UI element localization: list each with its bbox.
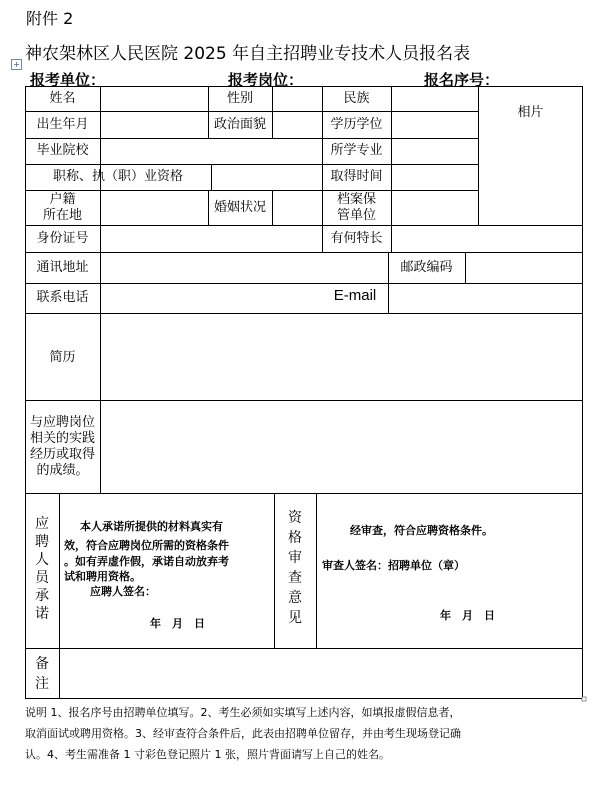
notes-line-3: 认。4、考生需准备 1 寸彩色登记照片 1 张，照片背面请写上自己的姓名。 [25,748,390,761]
review-date: 年 月 日 [440,609,495,622]
table-move-handle-icon[interactable]: + [11,59,22,70]
gender-label: 性别 [226,91,253,106]
ethnicity-label: 民族 [343,91,370,106]
promise-text-line-3: 。如有弄虚作假，承诺自动放弃考 [64,555,229,568]
hukou-label: 户籍 所在地 [42,192,82,223]
serial-number-label: 报名序号： [424,71,500,89]
experience-label: 与应聘岗位 相关的实践 经历或取得 的成绩。 [29,415,95,478]
archive-unit-label: 档案保 管单位 [336,192,376,223]
name-label: 姓名 [49,91,76,106]
notes-line-2: 取消面试或聘用资格。3、经审查符合条件后，此表由招聘单位留存，并由考生现场登记确 [25,727,461,740]
promise-text-line-1: 本人承诺所提供的材料真实有 [80,520,223,533]
specialty-label: 有何特长 [330,231,383,246]
apply-unit-label: 报考单位： [30,71,106,89]
id-number-label: 身份证号 [36,231,89,246]
birth-date-label: 出生年月 [36,117,89,132]
qualification-label: 职称、执（职）业资格 [52,169,183,184]
notes-line-1: 说明 1、报名序号由招聘单位填写。2、考生必须如实填写上述内容，如填报虚假信息者， [25,706,461,719]
political-status-label: 政治面貌 [213,117,266,132]
email-label: E-mail [333,287,377,304]
major-label: 所学专业 [330,143,383,158]
phone-label: 联系电话 [36,290,89,305]
remarks-label: 备 注 [35,656,49,692]
resume-label: 简历 [49,350,76,365]
marital-status-label: 婚姻状况 [213,200,266,215]
address-label: 通讯地址 [36,260,89,275]
school-label: 毕业院校 [36,143,89,158]
applicant-date: 年 月 日 [150,617,205,630]
applicant-signature-label: 应聘人签名： [90,585,156,598]
form-title: 神农架林区人民医院 2025 年自主招聘业专技术人员报名表 [25,44,471,64]
promise-text-line-2: 效，符合应聘岗位所需的资格条件 [64,539,229,552]
reviewer-signature-label: 审查人签名：招聘单位（章） [322,559,465,572]
attachment-label: 附件 2 [26,9,74,28]
qualification-review-label: 资 格 审 查 意 见 [288,510,302,626]
applicant-promise-label: 应 聘 人 员 承 诺 [35,516,49,622]
photo-label: 相片 [517,105,544,120]
obtain-time-label: 取得时间 [330,169,383,184]
apply-position-label: 报考岗位： [228,71,304,89]
promise-text-line-4: 试和聘用资格。 [64,570,141,583]
postcode-label: 邮政编码 [400,260,453,275]
degree-label: 学历学位 [330,117,383,132]
review-result-text: 经审查，符合应聘资格条件。 [350,524,493,537]
